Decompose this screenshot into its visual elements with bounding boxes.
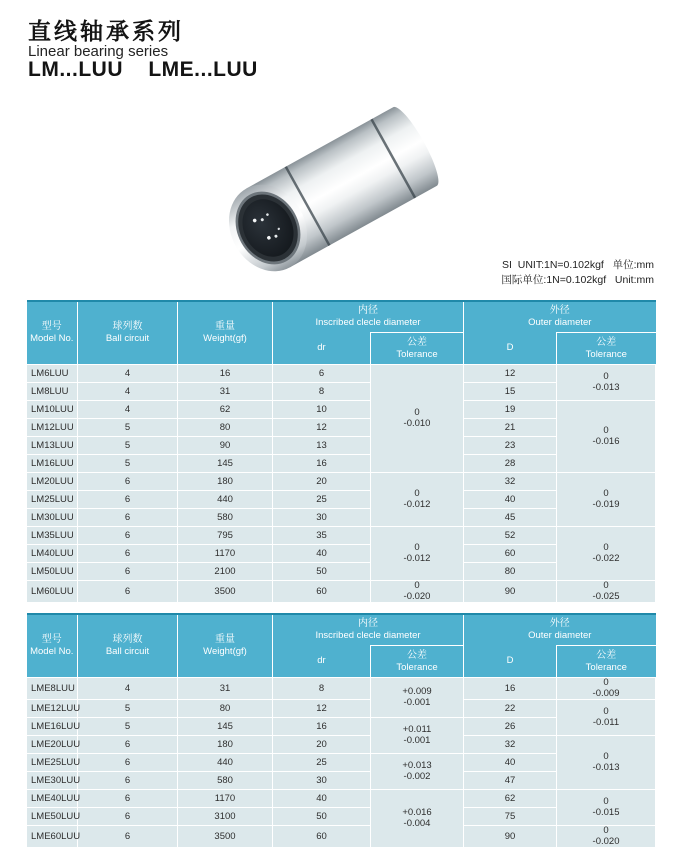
d-cell: 47 bbox=[464, 772, 557, 790]
ball-circuit-cell: 4 bbox=[78, 678, 178, 700]
d-cell: 19 bbox=[464, 401, 557, 419]
weight-cell: 440 bbox=[178, 491, 273, 509]
ball-circuit-cell: 6 bbox=[78, 491, 178, 509]
page-title-en: Linear bearing series bbox=[28, 43, 169, 60]
group-header-outer-diameter: 外径 Outer diameter bbox=[464, 301, 656, 333]
col-header-ball-circuit: 球列数 Ball circuit bbox=[78, 301, 178, 365]
outer-tolerance-cell bbox=[557, 700, 656, 736]
page-title-zh: 直线轴承系列 bbox=[28, 18, 184, 44]
ball-circuit-cell: 4 bbox=[78, 401, 178, 419]
weight-cell: 3500 bbox=[178, 826, 273, 847]
tolerance-line: -0.010 bbox=[403, 417, 431, 429]
tolerance-line: +0.011 bbox=[402, 724, 432, 735]
dr-cell: 8 bbox=[273, 383, 371, 401]
tolerance-line: -0.004 bbox=[403, 817, 431, 829]
ball-circuit-cell: 6 bbox=[78, 509, 178, 527]
tolerance-line: -0.001 bbox=[403, 696, 431, 708]
weight-cell: 180 bbox=[178, 736, 273, 754]
d-cell: 75 bbox=[464, 808, 557, 826]
group-header-inner-diameter: 内径 Inscribed clecle diameter bbox=[273, 301, 464, 333]
outer-tolerance-cell bbox=[557, 790, 656, 826]
model-cell: LME16LUU bbox=[27, 718, 78, 736]
tolerance-line: -0.012 bbox=[403, 552, 431, 564]
d-cell: 22 bbox=[464, 700, 557, 718]
col-header-inner-tolerance: 公差 Tolerance bbox=[371, 646, 464, 678]
inner-tolerance-cell bbox=[371, 718, 464, 754]
outer-tolerance-cell bbox=[557, 401, 656, 473]
weight-cell: 90 bbox=[178, 437, 273, 455]
d-cell: 45 bbox=[464, 509, 557, 527]
tolerance-line: 0 bbox=[603, 488, 609, 499]
ball-circuit-cell: 6 bbox=[78, 563, 178, 581]
model-cell: LM8LUU bbox=[27, 383, 78, 401]
ball-circuit-cell: 6 bbox=[78, 473, 178, 491]
col-header-d: D bbox=[464, 646, 557, 678]
model-cell: LM25LUU bbox=[27, 491, 78, 509]
dr-cell: 16 bbox=[273, 718, 371, 736]
table-row bbox=[27, 527, 656, 545]
dr-cell: 10 bbox=[273, 401, 371, 419]
model-cell: LME25LUU bbox=[27, 754, 78, 772]
weight-cell: 31 bbox=[178, 678, 273, 700]
inner-tolerance-cell bbox=[371, 473, 464, 527]
weight-cell: 1170 bbox=[178, 545, 273, 563]
dr-cell: 60 bbox=[273, 581, 371, 603]
tolerance-line: 0 bbox=[603, 706, 609, 717]
lm-luu-spec-table bbox=[26, 300, 656, 603]
col-header-model: 型号 Model No. bbox=[27, 614, 78, 678]
dr-cell: 6 bbox=[273, 365, 371, 383]
dr-cell: 50 bbox=[273, 563, 371, 581]
inner-tolerance-cell bbox=[371, 365, 464, 473]
tolerance-line: -0.013 bbox=[592, 381, 620, 393]
ball-circuit-cell: 6 bbox=[78, 545, 178, 563]
tolerance-line: -0.012 bbox=[403, 498, 431, 510]
col-header-dr: dr bbox=[273, 646, 371, 678]
model-cell: LME40LUU bbox=[27, 790, 78, 808]
model-cell: LM30LUU bbox=[27, 509, 78, 527]
weight-cell: 795 bbox=[178, 527, 273, 545]
model-cell: LME30LUU bbox=[27, 772, 78, 790]
model-cell: LME50LUU bbox=[27, 808, 78, 826]
d-cell: 32 bbox=[464, 736, 557, 754]
model-series-title: LM...LUU LME...LUU bbox=[28, 58, 258, 81]
tolerance-line: -0.009 bbox=[592, 687, 620, 699]
ball-circuit-cell: 5 bbox=[78, 437, 178, 455]
tolerance-line: -0.020 bbox=[403, 590, 431, 602]
table-row bbox=[27, 826, 656, 847]
ball-circuit-cell: 6 bbox=[78, 581, 178, 603]
d-cell: 28 bbox=[464, 455, 557, 473]
outer-tolerance-cell bbox=[557, 678, 656, 700]
col-header-weight: 重量 Weight(gf) bbox=[178, 614, 273, 678]
col-header-dr: dr bbox=[273, 333, 371, 365]
weight-cell: 3500 bbox=[178, 581, 273, 603]
tolerance-line: -0.011 bbox=[592, 716, 620, 728]
weight-cell: 145 bbox=[178, 718, 273, 736]
tolerance-line: -0.025 bbox=[592, 590, 620, 602]
ball-circuit-cell: 6 bbox=[78, 808, 178, 826]
tolerance-line: 0 bbox=[603, 580, 609, 591]
tolerance-line: 0 bbox=[414, 407, 420, 418]
outer-tolerance-cell bbox=[557, 527, 656, 581]
weight-cell: 31 bbox=[178, 383, 273, 401]
model-cell: LM40LUU bbox=[27, 545, 78, 563]
table-row bbox=[27, 678, 656, 700]
tolerance-line: 0 bbox=[603, 796, 609, 807]
dr-cell: 8 bbox=[273, 678, 371, 700]
d-cell: 60 bbox=[464, 545, 557, 563]
unit-note-line2: 国际单位:1N=0.102kgf Unit:mm bbox=[501, 274, 654, 286]
ball-circuit-cell: 6 bbox=[78, 736, 178, 754]
outer-tolerance-cell bbox=[557, 365, 656, 401]
model-cell: LME12LUU bbox=[27, 700, 78, 718]
d-cell: 90 bbox=[464, 826, 557, 847]
tolerance-line: +0.016 bbox=[402, 807, 432, 818]
model-cell: LM35LUU bbox=[27, 527, 78, 545]
tolerance-line: 0 bbox=[603, 425, 609, 436]
d-cell: 40 bbox=[464, 491, 557, 509]
dr-cell: 12 bbox=[273, 419, 371, 437]
model-cell: LME60LUU bbox=[27, 826, 78, 847]
d-cell: 23 bbox=[464, 437, 557, 455]
tolerance-line: -0.002 bbox=[403, 770, 431, 782]
tolerance-line: 0 bbox=[603, 542, 609, 553]
d-cell: 12 bbox=[464, 365, 557, 383]
dr-cell: 40 bbox=[273, 545, 371, 563]
weight-cell: 2100 bbox=[178, 563, 273, 581]
weight-cell: 3100 bbox=[178, 808, 273, 826]
dr-cell: 35 bbox=[273, 527, 371, 545]
model-cell: LM10LUU bbox=[27, 401, 78, 419]
outer-tolerance-cell bbox=[557, 473, 656, 527]
ball-circuit-cell: 5 bbox=[78, 718, 178, 736]
ball-circuit-cell: 4 bbox=[78, 365, 178, 383]
dr-cell: 20 bbox=[273, 736, 371, 754]
model-cell: LM16LUU bbox=[27, 455, 78, 473]
ball-circuit-cell: 6 bbox=[78, 772, 178, 790]
d-cell: 26 bbox=[464, 718, 557, 736]
table-header bbox=[27, 301, 656, 365]
d-cell: 16 bbox=[464, 678, 557, 700]
ball-circuit-cell: 6 bbox=[78, 754, 178, 772]
tolerance-line: +0.009 bbox=[402, 686, 432, 697]
col-header-outer-tolerance: 公差 Tolerance bbox=[557, 646, 656, 678]
dr-cell: 40 bbox=[273, 790, 371, 808]
model-cell: LM60LUU bbox=[27, 581, 78, 603]
d-cell: 40 bbox=[464, 754, 557, 772]
table-body bbox=[27, 678, 656, 847]
col-header-model: 型号 Model No. bbox=[27, 301, 78, 365]
ball-circuit-cell: 5 bbox=[78, 700, 178, 718]
d-cell: 32 bbox=[464, 473, 557, 491]
tolerance-line: +0.013 bbox=[402, 760, 432, 771]
ball-circuit-cell: 5 bbox=[78, 419, 178, 437]
d-cell: 80 bbox=[464, 563, 557, 581]
dr-cell: 30 bbox=[273, 772, 371, 790]
inner-tolerance-cell bbox=[371, 678, 464, 718]
dr-cell: 30 bbox=[273, 509, 371, 527]
weight-cell: 62 bbox=[178, 401, 273, 419]
d-cell: 62 bbox=[464, 790, 557, 808]
dr-cell: 60 bbox=[273, 826, 371, 847]
ball-circuit-cell: 6 bbox=[78, 826, 178, 847]
inner-tolerance-cell bbox=[371, 527, 464, 581]
tolerance-line: -0.013 bbox=[592, 761, 620, 773]
tolerance-line: -0.019 bbox=[592, 498, 620, 510]
model-cell: LM20LUU bbox=[27, 473, 78, 491]
weight-cell: 580 bbox=[178, 772, 273, 790]
bearing-product-photo bbox=[214, 100, 479, 295]
model-cell: LM6LUU bbox=[27, 365, 78, 383]
table-row bbox=[27, 700, 656, 718]
col-header-weight: 重量 Weight(gf) bbox=[178, 301, 273, 365]
tolerance-line: 0 bbox=[414, 542, 420, 553]
ball-circuit-cell: 5 bbox=[78, 455, 178, 473]
tolerance-line: 0 bbox=[603, 677, 609, 688]
tolerance-line: 0 bbox=[414, 488, 420, 499]
ball-circuit-cell: 6 bbox=[78, 527, 178, 545]
d-cell: 15 bbox=[464, 383, 557, 401]
table-row bbox=[27, 581, 656, 603]
outer-tolerance-cell bbox=[557, 736, 656, 790]
weight-cell: 440 bbox=[178, 754, 273, 772]
tolerance-line: -0.022 bbox=[592, 552, 620, 564]
col-header-ball-circuit: 球列数 Ball circuit bbox=[78, 614, 178, 678]
table-row bbox=[27, 736, 656, 754]
model-cell: LME20LUU bbox=[27, 736, 78, 754]
group-header-outer-diameter: 外径 Outer diameter bbox=[464, 614, 656, 646]
dr-cell: 16 bbox=[273, 455, 371, 473]
col-header-inner-tolerance: 公差 Tolerance bbox=[371, 333, 464, 365]
dr-cell: 20 bbox=[273, 473, 371, 491]
dr-cell: 25 bbox=[273, 754, 371, 772]
weight-cell: 580 bbox=[178, 509, 273, 527]
group-header-inner-diameter: 内径 Inscribed clecle diameter bbox=[273, 614, 464, 646]
table-row bbox=[27, 401, 656, 419]
model-cell: LM50LUU bbox=[27, 563, 78, 581]
lme-luu-spec-table bbox=[26, 613, 656, 847]
weight-cell: 145 bbox=[178, 455, 273, 473]
tolerance-line: 0 bbox=[603, 825, 609, 836]
tolerance-line: -0.020 bbox=[592, 835, 620, 847]
tolerance-line: 0 bbox=[414, 580, 420, 591]
weight-cell: 180 bbox=[178, 473, 273, 491]
weight-cell: 16 bbox=[178, 365, 273, 383]
dr-cell: 25 bbox=[273, 491, 371, 509]
ball-circuit-cell: 6 bbox=[78, 790, 178, 808]
weight-cell: 80 bbox=[178, 419, 273, 437]
tolerance-line: 0 bbox=[603, 751, 609, 762]
weight-cell: 80 bbox=[178, 700, 273, 718]
table-header bbox=[27, 614, 656, 678]
table-row bbox=[27, 473, 656, 491]
unit-note bbox=[501, 258, 654, 288]
tolerance-line: -0.015 bbox=[592, 806, 620, 818]
col-header-d: D bbox=[464, 333, 557, 365]
d-cell: 21 bbox=[464, 419, 557, 437]
model-cell: LME8LUU bbox=[27, 678, 78, 700]
inner-tolerance-cell bbox=[371, 754, 464, 790]
unit-note-line1: SI UNIT:1N=0.102kgf 单位:mm bbox=[501, 259, 654, 271]
dr-cell: 12 bbox=[273, 700, 371, 718]
tolerance-line: -0.001 bbox=[403, 734, 431, 746]
table-row bbox=[27, 365, 656, 383]
tolerance-line: 0 bbox=[603, 371, 609, 382]
d-cell: 90 bbox=[464, 581, 557, 603]
tolerance-line: -0.016 bbox=[592, 435, 620, 447]
dr-cell: 50 bbox=[273, 808, 371, 826]
inner-tolerance-cell bbox=[371, 790, 464, 847]
outer-tolerance-cell bbox=[557, 581, 656, 603]
col-header-outer-tolerance: 公差 Tolerance bbox=[557, 333, 656, 365]
inner-tolerance-cell bbox=[371, 581, 464, 603]
model-cell: LM13LUU bbox=[27, 437, 78, 455]
outer-tolerance-cell bbox=[557, 826, 656, 847]
d-cell: 52 bbox=[464, 527, 557, 545]
dr-cell: 13 bbox=[273, 437, 371, 455]
model-cell: LM12LUU bbox=[27, 419, 78, 437]
table-body bbox=[27, 365, 656, 603]
ball-circuit-cell: 4 bbox=[78, 383, 178, 401]
weight-cell: 1170 bbox=[178, 790, 273, 808]
table-row bbox=[27, 790, 656, 808]
